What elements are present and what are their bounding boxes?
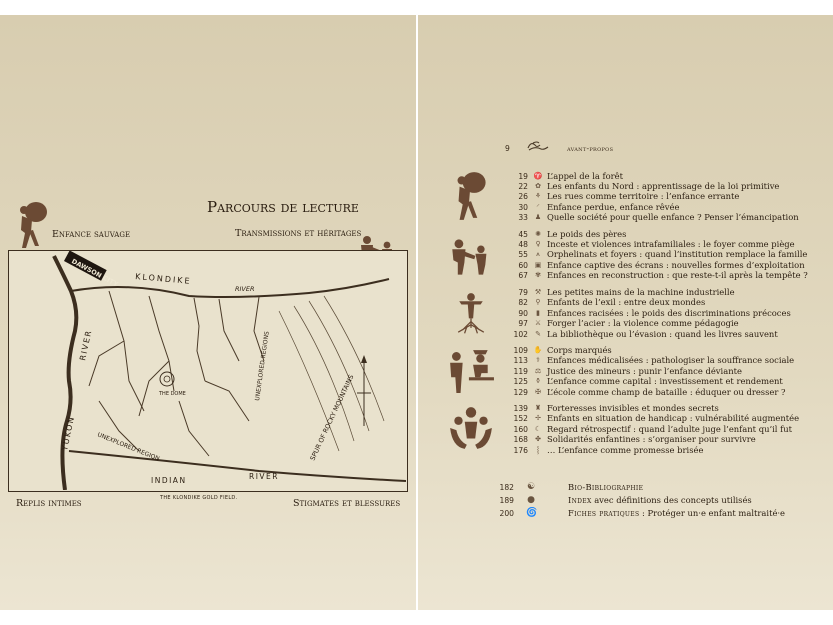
appendix-rest: avec définitions des concepts utilisés	[591, 495, 752, 505]
map-label-unexplored-region: UNEXPLORED REGION	[96, 431, 161, 463]
appendix-entry[interactable]: 200 🌀 Fiches pratiques : Protéger un·e enfant maltraité·e	[499, 508, 786, 518]
entry-glyph-icon: ⸍	[536, 203, 540, 211]
entry-glyph-icon: ✤	[535, 435, 541, 443]
entry-glyph-icon: ⚖	[534, 367, 542, 375]
label-replis-intimes: Replis intimes	[16, 498, 82, 509]
toc-entry[interactable]: 176 ⸾ … L’enfance comme promesse brisée	[513, 445, 704, 455]
map-label-river-bottom: RIVER	[249, 472, 280, 481]
entry-glyph-icon: ✠	[535, 388, 541, 396]
toc-entry[interactable]: 113 ⚕ Enfances médicalisées : pathologiser la souffrance sociale	[513, 355, 795, 365]
map-label-indian: INDIAN	[151, 476, 187, 485]
entry-glyph-icon: ▮	[536, 309, 540, 317]
entry-glyph-icon: ✿	[535, 182, 541, 190]
toc-entry[interactable]: 129 ✠ L’école comme champ de bataille : éduquer ou dresser ?	[513, 387, 786, 397]
entry-glyph-icon: ✺	[535, 230, 541, 238]
toc-entry[interactable]: 33 ♟ Quelle société pour quelle enfance ? Penser l’émancipation	[518, 212, 799, 222]
toc-entry[interactable]: 22 ✿ Les enfants du Nord : apprentissage de la loi primitive	[518, 181, 780, 191]
page-title: Parcours de lecture	[207, 198, 359, 216]
entry-glyph-icon: ⚱	[535, 377, 541, 385]
map-label-yukon: YUKON	[60, 414, 77, 452]
map-caption: THE KLONDIKE GOLD FIELD.	[160, 495, 238, 501]
entry-glyph-icon: ⩚	[536, 250, 540, 258]
toc-entry[interactable]: 19 ♈ L’appel de la forêt	[518, 171, 624, 181]
appendix-label: Index	[568, 495, 592, 505]
toc-entry[interactable]: 55 ⩚ Orphelinats et foyers : quand l’institution remplace la famille	[518, 249, 808, 259]
entry-glyph-icon: ♟	[534, 213, 542, 221]
toc-entry[interactable]: 48 ♀ Inceste et violences intrafamiliales : le foyer comme piège	[518, 239, 795, 249]
toc-entry[interactable]: 30 ⸍ Enfance perdue, enfance rêvée	[518, 202, 680, 212]
sphere-icon: ●	[527, 495, 535, 505]
entry-glyph-icon: ⚲	[535, 298, 541, 306]
toc-entry[interactable]: 82 ⚲ Enfants de l’exil : entre deux mondes	[518, 297, 706, 307]
entry-glyph-icon: ♈	[533, 172, 543, 180]
toc-entry[interactable]: 168 ✤ Solidarités enfantines : s’organiser pour survivre	[513, 434, 756, 444]
toc-entry[interactable]: 102 ✎ La bibliothèque ou l’évasion : quand les livres sauvent	[513, 329, 778, 339]
appendix-entry[interactable]: 189 ● Index avec définitions des concepts utilisés	[499, 495, 752, 505]
toc-entry[interactable]: 97 ⚔ Forger l’acier : la violence comme pédagogie	[518, 318, 739, 328]
label-transmissions: Transmissions et héritages	[235, 228, 362, 239]
entry-glyph-icon: ⚕	[536, 356, 540, 364]
entry-glyph-icon: ☾	[534, 425, 542, 433]
entry-glyph-icon: ✾	[535, 271, 541, 279]
label-stigmates: Stigmates et blessures	[293, 498, 401, 509]
entry-glyph-icon: ✋	[533, 346, 543, 354]
label-enfance-sauvage: Enfance sauvage	[52, 229, 131, 240]
entry-glyph-icon: ▣	[534, 261, 542, 269]
toc-entry[interactable]: 26 ⚘ Les rues comme territoire : l’enfance errante	[518, 191, 740, 201]
toc-entry[interactable]: 60 ▣ Enfance captive des écrans : nouvelles formes d’exploitation	[518, 260, 805, 270]
toc-entry[interactable]: 119 ⚖ Justice des mineurs : punir l’enfance déviante	[513, 366, 742, 376]
toc-entry[interactable]: 67 ✾ Enfances en reconstruction : que reste-t-il après la tempête ?	[518, 270, 808, 280]
toc-entry[interactable]: 45 ✺ Le poids des pères	[518, 229, 627, 239]
entry-glyph-icon: ⸾	[536, 446, 540, 454]
appendix-label: Fiches pratiques	[568, 508, 640, 518]
map-label-dawson: DAWSON CITY	[70, 257, 120, 289]
map-label-klondike: KLONDIKE	[134, 272, 192, 286]
toc-entry[interactable]: 152 ✢ Enfants en situation de handicap : vulnérabilité augmentée	[513, 413, 800, 423]
toc-entry[interactable]: 125 ⚱ L’enfance comme capital : investissement et rendement	[513, 376, 783, 386]
spiral-icon: 🌀	[526, 508, 538, 518]
intro-label: avant-propos	[567, 144, 614, 153]
entry-glyph-icon: ♜	[534, 404, 542, 412]
entry-glyph-icon: ⚔	[534, 319, 542, 327]
entry-glyph-icon: ⚘	[534, 192, 542, 200]
toc-entry[interactable]: 139 ♜ Forteresses invisibles et mondes secrets	[513, 403, 719, 413]
map-label-dome: THE DOME	[159, 391, 186, 397]
klondike-map	[8, 250, 408, 492]
appendix-rest: : Protéger un·e enfant maltraité·e	[639, 508, 786, 518]
entry-glyph-icon: ⚒	[534, 288, 542, 296]
toc-entry[interactable]: 160 ☾ Regard rétrospectif : quand l’adulte juge l’enfant qu’il fut	[513, 424, 792, 434]
carrying-sack-icon	[12, 200, 52, 250]
map-label-unexplored-regions: UNEXPLORED REGIONS	[254, 330, 271, 402]
appendix-label: Bio-Bibliographie	[568, 482, 644, 492]
toc-entry[interactable]: 79 ⚒ Les petites mains de la machine industrielle	[518, 287, 735, 297]
intro-page-number: 9	[505, 144, 510, 153]
entry-glyph-icon: ✎	[535, 330, 541, 338]
map-label-river-left: RIVER	[78, 328, 94, 362]
toc-entry[interactable]: 109 ✋ Corps marqués	[513, 345, 612, 355]
map-label-river-top: RIVER	[235, 285, 255, 293]
yin-yang-icon: ☯	[526, 482, 536, 492]
entry-glyph-icon: ♀	[535, 240, 541, 248]
toc-entry[interactable]: 90 ▮ Enfances racisées : le poids des discriminations précoces	[518, 308, 791, 318]
map-label-spur: SPUR OF ROCKY MOUNTAINS	[308, 373, 356, 462]
entry-glyph-icon: ✢	[535, 414, 541, 422]
wave-icon	[527, 140, 549, 152]
appendix-entry[interactable]: 182 ☯ Bio-Bibliographie	[499, 482, 644, 492]
